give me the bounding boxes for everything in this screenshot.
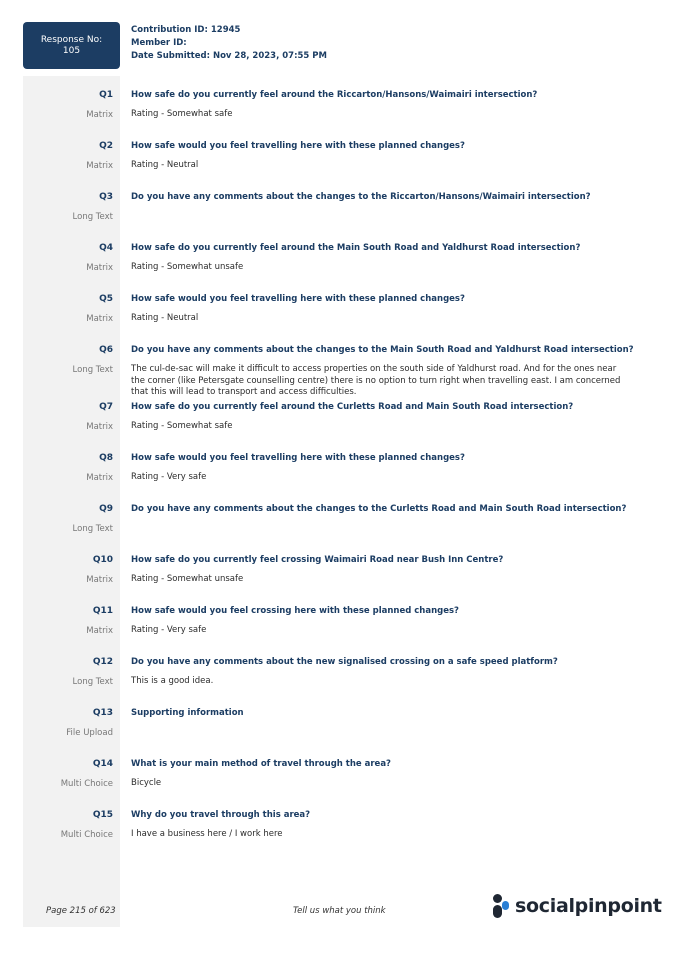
answer-text: Rating - Neutral [131, 313, 199, 323]
question-type: Multi Choice [60, 778, 113, 789]
question-type: Matrix [86, 161, 113, 171]
answer-text: Rating - Somewhat unsafe [131, 262, 244, 272]
answer-row [0, 574, 675, 603]
answer-text: Rating - Very safe [131, 471, 207, 482]
answer-row [0, 523, 675, 552]
date-submitted-value: Nov 28, 2023, 07:55 PM [212, 51, 327, 61]
question-number: Q6 [99, 345, 113, 355]
answer-text: Rating - Somewhat safe [131, 420, 233, 431]
answer-text: Rating - Very safe [131, 624, 207, 635]
question-text: Supporting information [131, 707, 244, 718]
question-row [0, 501, 675, 523]
response-number-badge [23, 22, 120, 69]
question-block [0, 654, 675, 705]
question-type: File Upload [66, 727, 113, 738]
question-number: Q3 [99, 192, 113, 202]
date-submitted-line [131, 50, 327, 63]
member-id-line [131, 37, 327, 50]
answer-text: Bicycle [131, 777, 162, 788]
question-block [0, 189, 675, 240]
question-number: Q4 [99, 243, 113, 253]
question-block [0, 87, 675, 138]
answer-row [0, 727, 675, 756]
question-list [0, 87, 675, 858]
answer-row [0, 625, 675, 654]
question-type: Long Text [72, 523, 113, 534]
question-row [0, 138, 675, 160]
answer-row [0, 364, 675, 399]
question-number: Q1 [99, 90, 113, 100]
date-submitted-label: Date Submitted: [131, 51, 210, 61]
question-text: How safe would you feel travelling here with these planned changes? [131, 452, 465, 463]
question-text: What is your main method of travel through the area? [131, 758, 391, 769]
question-number: Q14 [92, 758, 113, 769]
answer-row [0, 211, 675, 240]
submission-meta [131, 24, 327, 63]
question-type: Matrix [86, 625, 113, 636]
question-block [0, 501, 675, 552]
question-type: Matrix [86, 263, 113, 273]
question-row [0, 189, 675, 211]
contribution-id-label: Contribution ID: [131, 25, 208, 35]
contribution-id-line [131, 24, 327, 37]
footer-tagline: Tell us what you think [293, 906, 386, 916]
question-text: Do you have any comments about the changes to the Riccarton/Hansons/Waimairi intersection? [131, 192, 591, 202]
answer-row [0, 472, 675, 501]
question-type: Matrix [86, 472, 113, 483]
question-row [0, 240, 675, 262]
question-number: Q2 [99, 141, 113, 151]
question-type: Matrix [86, 574, 113, 585]
question-row [0, 87, 675, 109]
contribution-id-value: 12945 [210, 25, 241, 35]
question-text: Do you have any comments about the new signalised crossing on a safe speed platform? [131, 656, 558, 667]
answer-row [0, 421, 675, 450]
question-text: How safe do you currently feel around the Main South Road and Yaldhurst Road intersection? [131, 243, 581, 253]
pin-logo-icon [492, 893, 510, 919]
logo-text: socialpinpoint [515, 895, 662, 917]
question-type: Multi Choice [60, 829, 113, 840]
answer-text: Rating - Somewhat unsafe [131, 573, 244, 584]
question-block [0, 399, 675, 450]
question-text: How safe would you feel travelling here with these planned changes? [131, 294, 465, 304]
answer-row [0, 160, 675, 189]
question-type: Matrix [86, 314, 113, 324]
question-row [0, 399, 675, 421]
question-row [0, 552, 675, 574]
question-number: Q11 [92, 605, 113, 616]
question-type: Long Text [72, 365, 113, 375]
question-text: How safe do you currently feel around the Riccarton/Hansons/Waimairi intersection? [131, 90, 538, 100]
answer-row [0, 262, 675, 291]
response-number: 105 [62, 45, 81, 56]
question-block [0, 291, 675, 342]
question-row [0, 603, 675, 625]
question-block [0, 138, 675, 189]
question-text: Why do you travel through this area? [131, 809, 311, 820]
question-row [0, 705, 675, 727]
answer-text: The cul-de-sac will make it difficult to access properties on the south side of Yaldhurst road. And for the ones near the corner (like Petersgate counselling centre) there is no option to turn right when travelling east. I am concerned that this will lead to transport and access difficulties. [131, 364, 621, 397]
question-text: Do you have any comments about the changes to the Curletts Road and Main South Road intersection? [131, 503, 627, 514]
question-block [0, 603, 675, 654]
question-number: Q13 [92, 707, 113, 718]
question-type: Matrix [86, 110, 113, 120]
question-number: Q9 [99, 503, 113, 514]
question-row [0, 342, 675, 364]
question-text: How safe would you feel travelling here with these planned changes? [131, 141, 465, 151]
socialpinpoint-logo [492, 893, 662, 919]
question-block [0, 450, 675, 501]
answer-text: Rating - Neutral [131, 160, 199, 170]
question-number: Q8 [99, 452, 113, 463]
member-id-label: Member ID: [131, 38, 187, 48]
question-block [0, 807, 675, 858]
question-block [0, 552, 675, 603]
question-number: Q7 [99, 401, 113, 412]
page-number: Page 215 of 623 [46, 906, 116, 916]
question-block [0, 705, 675, 756]
question-row [0, 807, 675, 829]
answer-text: Rating - Somewhat safe [131, 109, 233, 119]
answer-row [0, 109, 675, 138]
question-type: Long Text [72, 212, 113, 222]
question-number: Q15 [92, 809, 113, 820]
answer-row [0, 829, 675, 858]
question-text: How safe do you currently feel around the Curletts Road and Main South Road intersection? [131, 401, 574, 412]
answer-row [0, 313, 675, 342]
question-text: How safe would you feel crossing here with these planned changes? [131, 605, 459, 616]
question-block [0, 756, 675, 807]
answer-text: This is a good idea. [131, 675, 214, 686]
question-number: Q5 [99, 294, 113, 304]
question-block [0, 240, 675, 291]
question-row [0, 450, 675, 472]
question-number: Q12 [92, 656, 113, 667]
response-label: Response No: [40, 34, 103, 45]
answer-row [0, 778, 675, 807]
question-row [0, 654, 675, 676]
question-number: Q10 [92, 554, 113, 565]
question-type: Matrix [86, 421, 113, 432]
question-text: How safe do you currently feel crossing Waimairi Road near Bush Inn Centre? [131, 554, 504, 565]
question-type: Long Text [72, 676, 113, 687]
answer-text: I have a business here / I work here [131, 828, 283, 839]
answer-row [0, 676, 675, 705]
question-row [0, 291, 675, 313]
question-row [0, 756, 675, 778]
question-text: Do you have any comments about the changes to the Main South Road and Yaldhurst Road intersection? [131, 345, 634, 355]
question-block [0, 342, 675, 399]
